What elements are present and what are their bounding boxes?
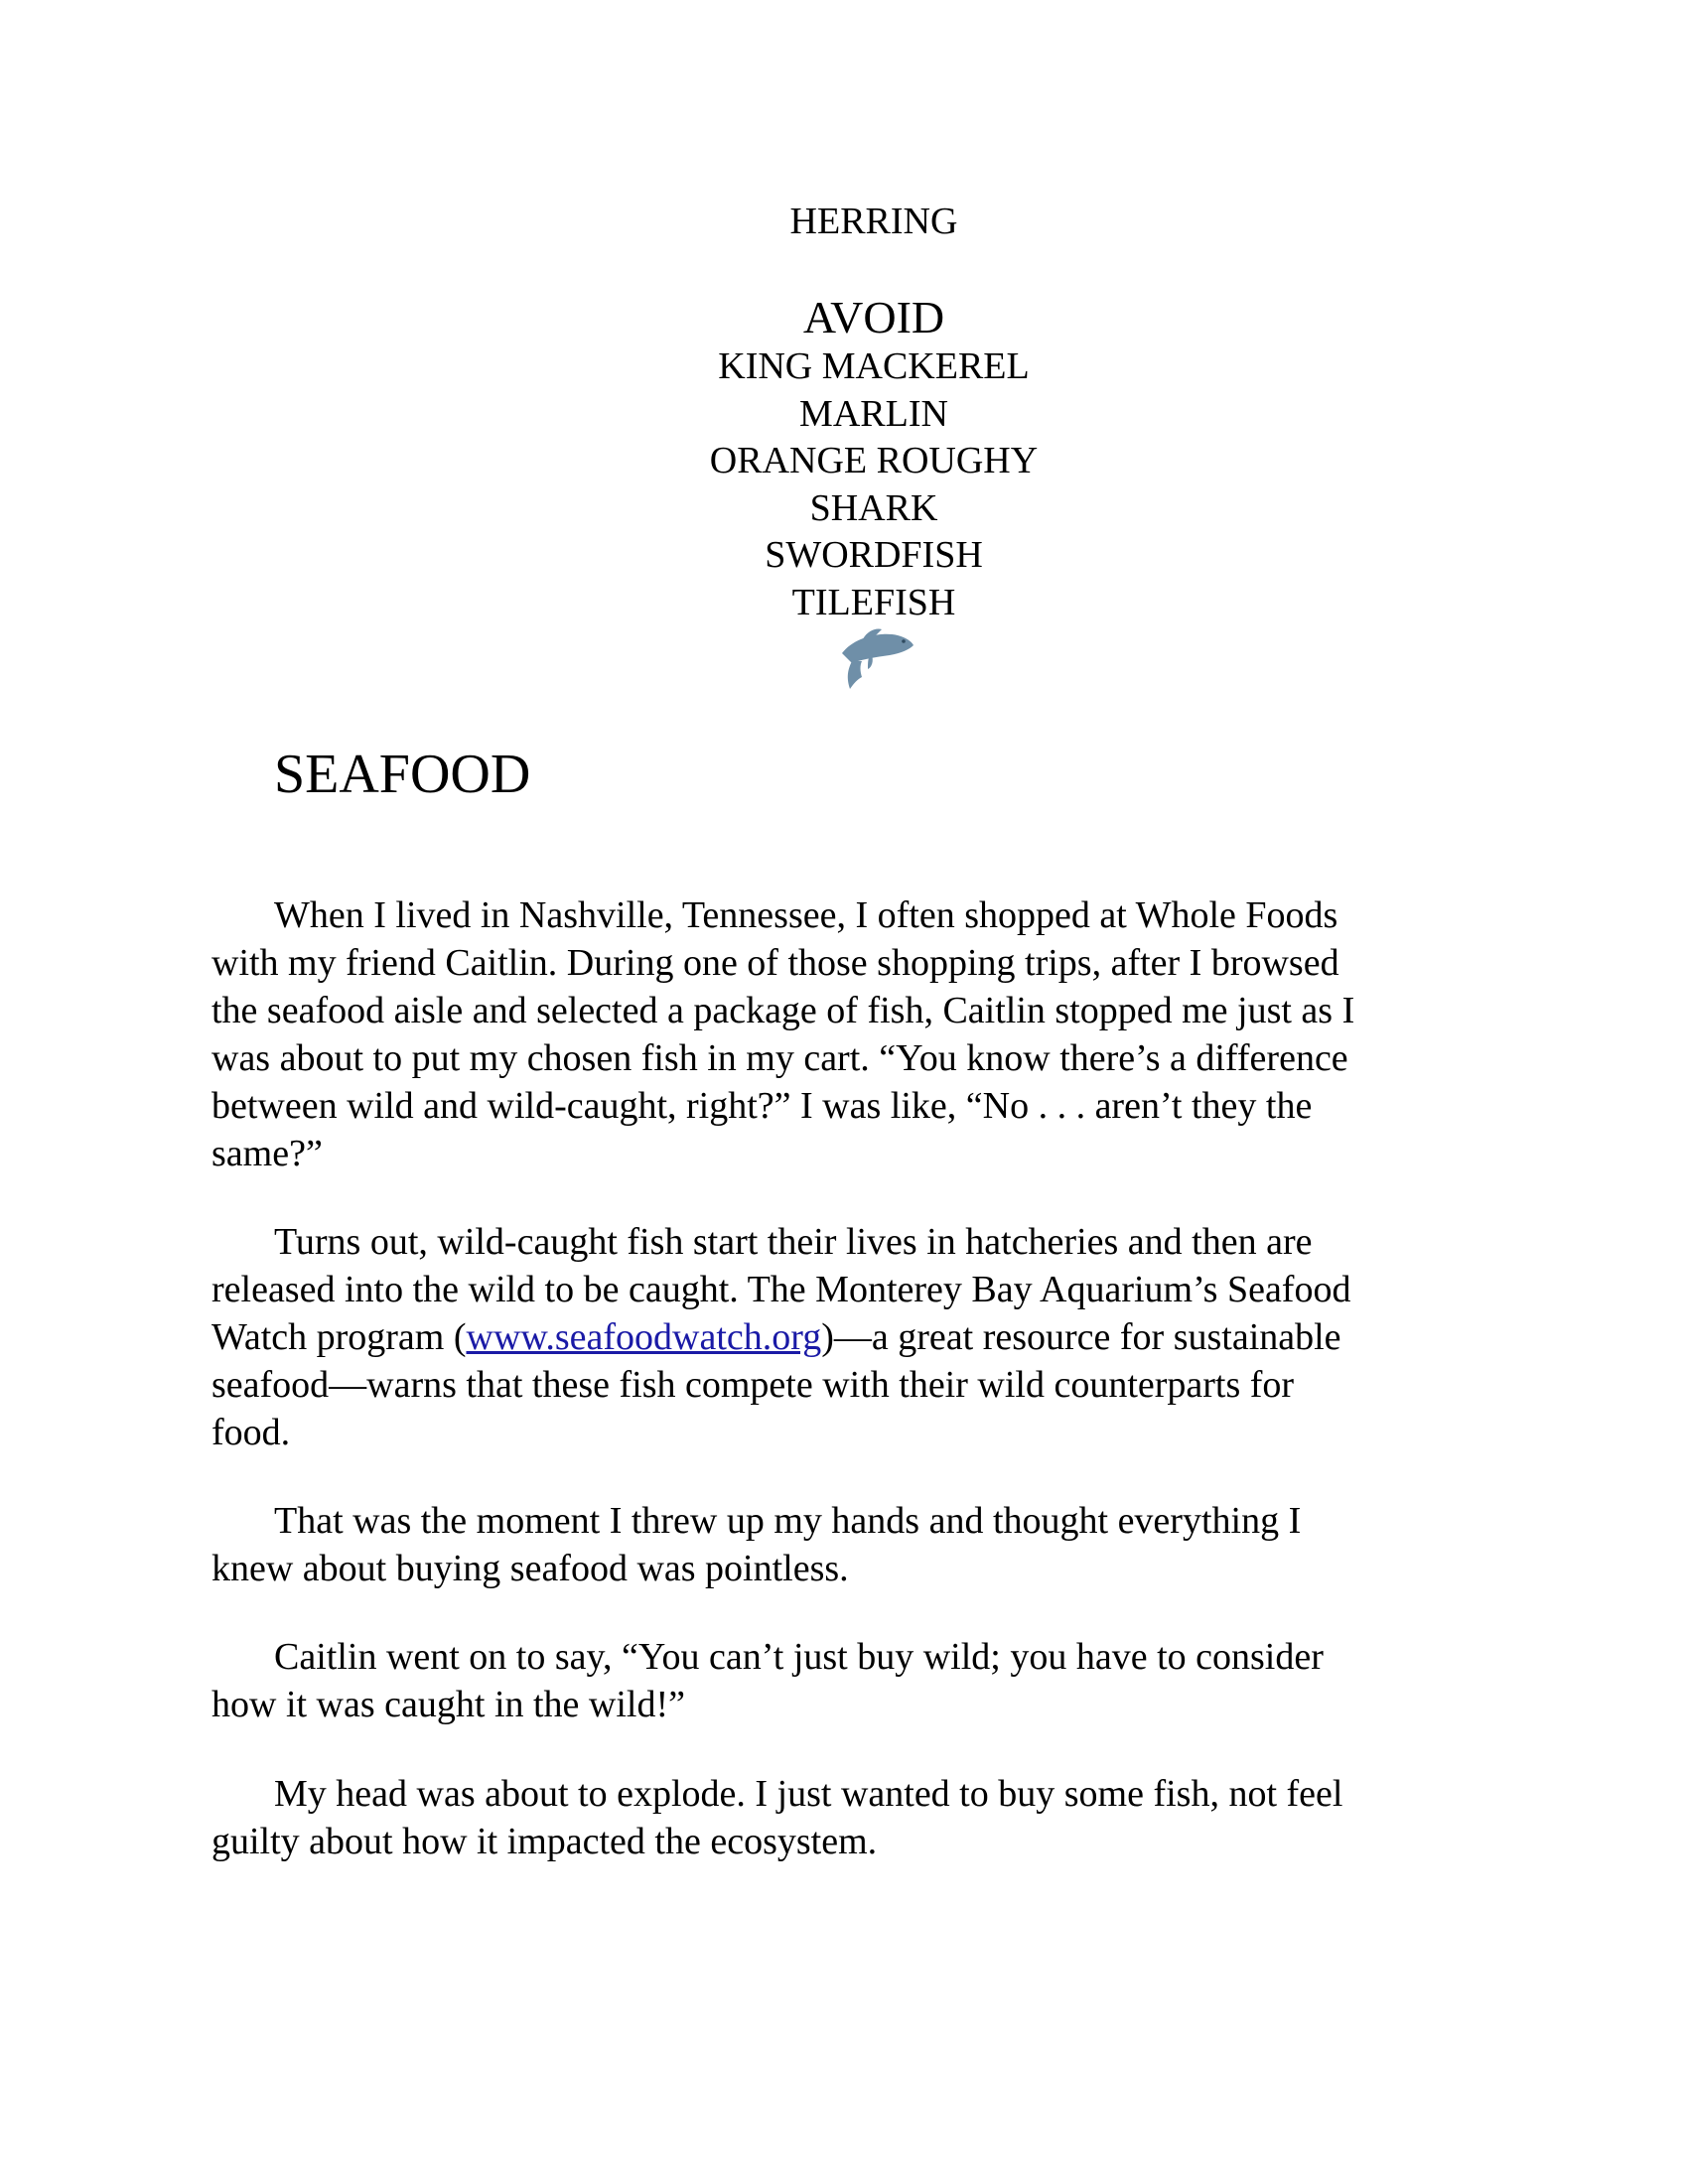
avoid-list	[0, 343, 1688, 627]
avoid-item-swordfish: SWORDFISH	[765, 534, 983, 577]
text-segment: Watch program (	[211, 1316, 467, 1358]
section-title: SEAFOOD	[274, 744, 531, 805]
herring-list-item: HERRING	[789, 201, 958, 242]
seafoodwatch-link[interactable]: www.seafoodwatch.org	[466, 1316, 822, 1358]
paragraph-line: knew about buying seafood was pointless.	[211, 1548, 849, 1589]
paragraph-line: same?”	[211, 1133, 323, 1174]
paragraph-line	[211, 1313, 1522, 1361]
fish-icon	[832, 623, 915, 691]
paragraph-line: released into the wild to be caught. The Monterey Bay Aquarium’s Seafood	[211, 1269, 1351, 1310]
paragraph-line: with my friend Caitlin. During one of those shopping trips, after I browsed	[211, 942, 1339, 984]
paragraph-4	[211, 1633, 1522, 1728]
paragraph-line: between wild and wild-caught, right?” I was like, “No . . . aren’t they the	[211, 1085, 1313, 1127]
paragraph-line: seafood—warns that these fish compete with their wild counterparts for	[211, 1364, 1295, 1406]
avoid-heading: AVOID	[802, 292, 945, 342]
paragraph-line: guilty about how it impacted the ecosystem.	[211, 1821, 878, 1862]
avoid-item-marlin: MARLIN	[799, 392, 948, 435]
paragraph-2	[211, 1218, 1522, 1456]
paragraph-3	[211, 1497, 1522, 1592]
paragraph-line: Caitlin went on to say, “You can’t just buy wild; you have to consider	[274, 1636, 1324, 1678]
avoid-item-tilefish: TILEFISH	[791, 581, 956, 623]
paragraph-line: was about to put my chosen fish in my cart. “You know there’s a difference	[211, 1037, 1348, 1079]
text-segment: )—a great resource for sustainable	[821, 1316, 1341, 1358]
paragraph-line: the seafood aisle and selected a package of fish, Caitlin stopped me just as I	[211, 990, 1355, 1031]
avoid-item-shark: SHARK	[809, 486, 938, 529]
paragraph-1	[211, 891, 1522, 1177]
paragraph-line: My head was about to explode. I just wanted to buy some fish, not feel	[274, 1773, 1343, 1815]
paragraph-line: Turns out, wild-caught fish start their lives in hatcheries and then are	[274, 1221, 1313, 1263]
avoid-item-orange-roughy: ORANGE ROUGHY	[709, 440, 1039, 482]
paragraph-line: When I lived in Nashville, Tennessee, I often shopped at Whole Foods	[274, 894, 1338, 936]
paragraph-line: That was the moment I threw up my hands and thought everything I	[274, 1500, 1302, 1542]
paragraph-5	[211, 1770, 1522, 1865]
paragraph-line: food.	[211, 1412, 291, 1453]
paragraph-line: how it was caught in the wild!”	[211, 1684, 686, 1725]
avoid-item-king-mackerel: KING MACKEREL	[718, 345, 1030, 387]
